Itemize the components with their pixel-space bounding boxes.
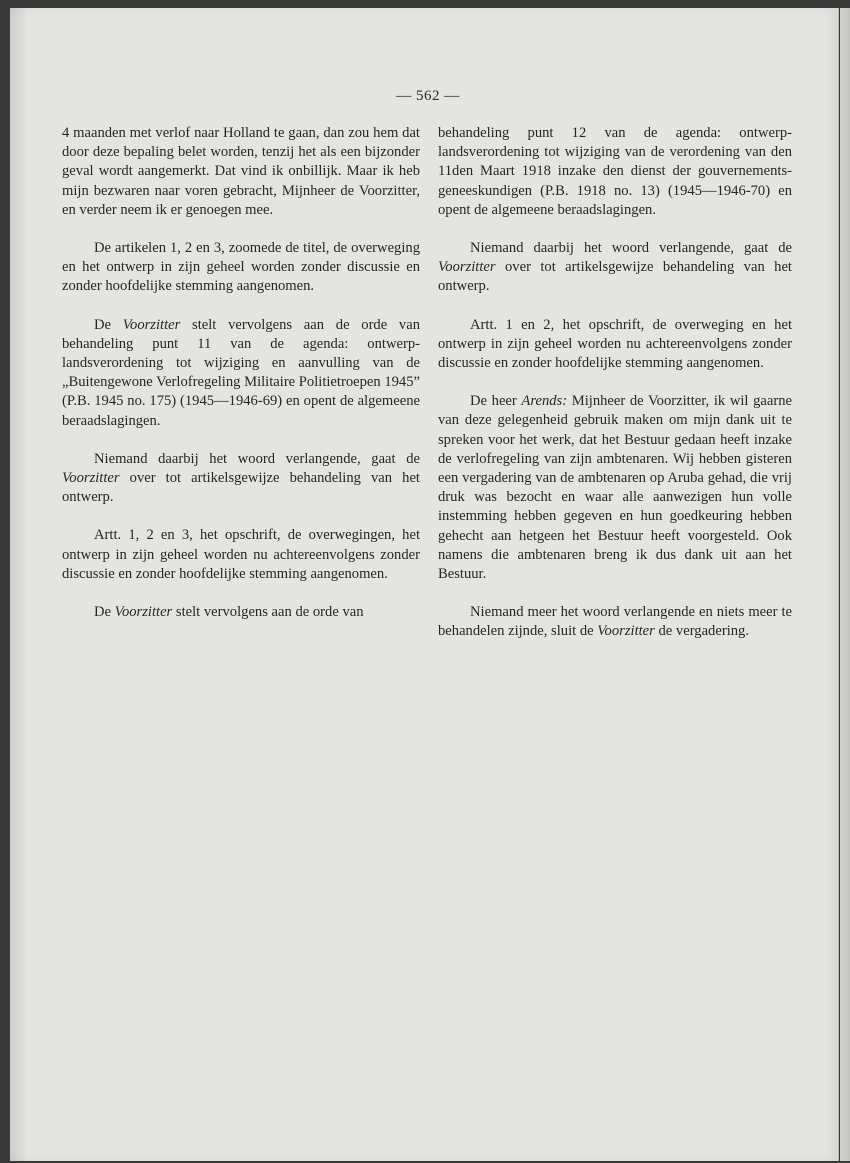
speaker-name: Voorzitter bbox=[114, 604, 173, 621]
text-run: Mijnheer de Voorzitter, ik wil gaarne van deze gelegenheid gebruik maken om mijn dank uit te spreken voor het werk, dat het Bestuur gedaan heeft inzake de verlofregeling van zijn ambtenaren. Wij hebben gisteren een vergadering van de ambtenaren op Aruba gehad, die vrij druk was bezocht en waar alle aanwezigen hun volle instemming hebben gegeven en hun goedkeuring hebben gehecht aan hetgeen het Bestuur heeft voorgesteld. Ook namens die ambtenaren breng ik dus dank uit aan het Bestuur. bbox=[438, 393, 792, 583]
speaker-name: Voorzitter bbox=[62, 470, 120, 487]
paragraph: Artt. 1 en 2, het opschrift, de overweging en het ontwerp in zijn geheel worden nu achtereenvolgens zonder discussie en zonder hoofdelijke stemming aangenomen. bbox=[438, 316, 792, 372]
text-run: de vergadering. bbox=[654, 623, 749, 640]
speaker-name: Voorzitter bbox=[438, 259, 496, 276]
text-run: De bbox=[94, 604, 115, 621]
speaker-name: Voorzitter bbox=[597, 623, 655, 640]
page-edge bbox=[840, 8, 850, 1161]
text-run: Niemand meer het woord verlangende en niets meer te behandelen zijnde, sluit de bbox=[438, 604, 792, 640]
paragraph: 4 maanden met verlof naar Holland te gaan, dan zou hem dat door deze bepaling belet worden, tenzij het als een bijzonder geval wordt aangemerkt. Dat vind ik onbillijk. Maar ik heb mijn bezwaren naar voren gebracht, Mijnheer de Voorzitter, en verder neem ik er genoegen mee. bbox=[62, 125, 420, 218]
paragraph bbox=[62, 603, 420, 622]
paragraph: behandeling punt 12 van de agenda: ontwerp-landsverordening tot wijziging van de verordening van den 11den Maart 1918 inzake den dienst der gouvernements-geneeskundigen (P.B. 1918 no. 13) (1945—1946-70) en opent de algemeene beraadslagingen. bbox=[438, 125, 792, 218]
text-run: Niemand daarbij het woord verlangende, gaat de bbox=[94, 450, 420, 467]
text-run: over tot artikelsgewijze behandeling van het ontwerp. bbox=[438, 259, 792, 295]
paragraph: De artikelen 1, 2 en 3, zoomede de titel, de overweging en het ontwerp in zijn geheel worden zonder discussie en zonder hoofdelijke stemming aangenomen. bbox=[62, 240, 420, 295]
paragraph bbox=[62, 450, 420, 508]
text-run: Niemand daarbij het woord verlangende, gaat de bbox=[470, 240, 792, 257]
speaker-name: Voorzitter bbox=[122, 316, 181, 333]
document-page bbox=[10, 8, 839, 1161]
text-run: stelt vervolgens aan de orde van behandeling punt 11 van de agenda: ontwerp-landsverordening tot wijziging en aanvulling van de „Buitengewone Verlofregeling Militaire Politietroepen 1945” (P.B. 1945 no. 175) (1945—1946-69) en opent de algemeene beraadslagingen. bbox=[62, 316, 420, 429]
text-run: De bbox=[94, 316, 123, 333]
right-column bbox=[438, 124, 792, 661]
page-number: — 562 — bbox=[396, 88, 460, 104]
text-run: over tot artikelsgewijze behandeling van het ontwerp. bbox=[62, 470, 420, 506]
paragraph bbox=[438, 603, 792, 641]
binding-shadow bbox=[10, 8, 28, 1161]
text-run: stelt vervolgens aan de orde van bbox=[172, 604, 364, 621]
paragraph bbox=[62, 316, 420, 431]
paragraph: Artt. 1, 2 en 3, het opschrift, de overwegingen, het ontwerp in zijn geheel worden nu achtereenvolgens zonder discussie en zonder hoofdelijke stemming aangenomen. bbox=[62, 527, 420, 582]
left-column bbox=[62, 124, 420, 641]
speaker-name: Arends: bbox=[521, 393, 568, 410]
paragraph bbox=[438, 392, 792, 584]
text-run: De heer bbox=[470, 393, 522, 410]
paragraph bbox=[438, 239, 792, 297]
